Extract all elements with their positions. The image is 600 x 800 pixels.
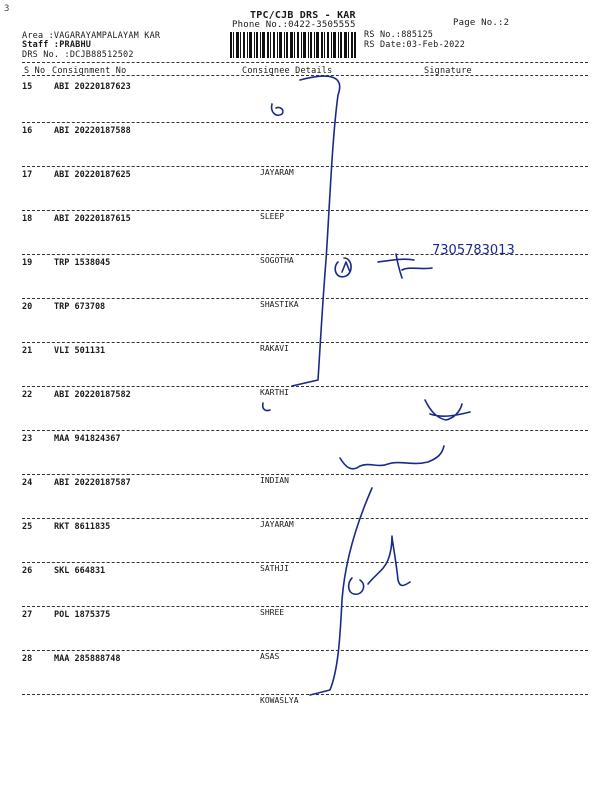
column-header-consignment: Consignment No [52,66,127,76]
row-separator [22,650,588,651]
corner-mark: 3 [4,4,10,14]
row-separator [22,474,588,475]
row-separator [22,166,588,167]
row-separator [22,694,588,695]
row-consignment-no: POL 1875375 [54,610,111,620]
row-consignment-no: TRP 673708 [54,302,106,312]
row-consignee-name: KOWASLYA [260,696,299,705]
row-sno: 15 [22,82,33,92]
header-top-rule [22,62,588,63]
drs-number: DRS No. :DCJB88512502 [22,50,134,60]
row-sno: 24 [22,478,33,488]
row-consignment-no: MAA 285888748 [54,654,121,664]
barcode-image [230,32,356,58]
row-consignee-name: SATHJI [260,564,289,573]
row-sno: 20 [22,302,33,312]
row-separator [22,386,588,387]
row-sno: 18 [22,214,33,224]
row-sno: 17 [22,170,33,180]
row-consignment-no: ABI 20220187625 [54,170,131,180]
row-sno: 21 [22,346,33,356]
row-consignment-no: VLI 501131 [54,346,106,356]
row-sno: 26 [22,566,33,576]
row-separator [22,518,588,519]
row-consignee-name: ASAS [260,652,280,661]
row-sno: 22 [22,390,33,400]
row-consignee-name: SHREE [260,608,285,617]
row-consignment-no: TRP 1538045 [54,258,111,268]
row-separator [22,342,588,343]
row-consignee-name: KARTHI [260,388,289,397]
row-consignee-name: INDIAN [260,476,289,485]
row-separator [22,298,588,299]
row-consignee-name: RAKAVI [260,344,289,353]
row-sno: 25 [22,522,33,532]
row-sno: 19 [22,258,33,268]
row-consignee-name: JAYARAM [260,520,294,529]
page-number: Page No.:2 [453,18,510,28]
handwritten-phone-note: 7305783013 [432,243,515,258]
header-bottom-rule [22,75,588,76]
document-title: TPC/CJB DRS - KAR [250,10,356,21]
column-header-consignee-details: Consignee Details [242,66,333,76]
row-sno: 28 [22,654,33,664]
row-consignee-name: SHASTIKA [260,300,299,309]
row-consignment-no: ABI 20220187582 [54,390,131,400]
column-header-signature: Signature [424,66,472,76]
row-consignee-name: SLEEP [260,212,285,221]
row-consignment-no: MAA 941824367 [54,434,121,444]
phone-number: Phone No.:0422-3505555 [232,20,356,30]
row-consignment-no: SKL 664831 [54,566,106,576]
row-consignment-no: ABI 20220187588 [54,126,131,136]
row-sno: 27 [22,610,33,620]
row-separator [22,562,588,563]
row-consignment-no: RKT 8611835 [54,522,111,532]
row-separator [22,210,588,211]
row-sno: 23 [22,434,33,444]
row-consignee-name: JAYARAM [260,168,294,177]
row-separator [22,430,588,431]
area-label: Area :VAGARAYAMPALAYAM KAR [22,31,161,41]
row-consignee-name: SOGOTHA [260,256,294,265]
row-separator [22,122,588,123]
row-separator [22,606,588,607]
rs-date: RS Date:03-Feb-2022 [364,40,466,50]
column-header-sno: S No [24,66,46,76]
table-row [0,82,600,126]
row-sno: 16 [22,126,33,136]
row-consignment-no: ABI 20220187587 [54,478,131,488]
row-consignment-no: ABI 20220187615 [54,214,131,224]
table-row [0,654,600,705]
rs-number: RS No.:885125 [364,30,434,40]
table-row [0,390,600,434]
row-consignment-no: ABI 20220187623 [54,82,131,92]
staff-label: Staff :PRABHU [22,40,92,50]
row-separator [22,254,588,255]
